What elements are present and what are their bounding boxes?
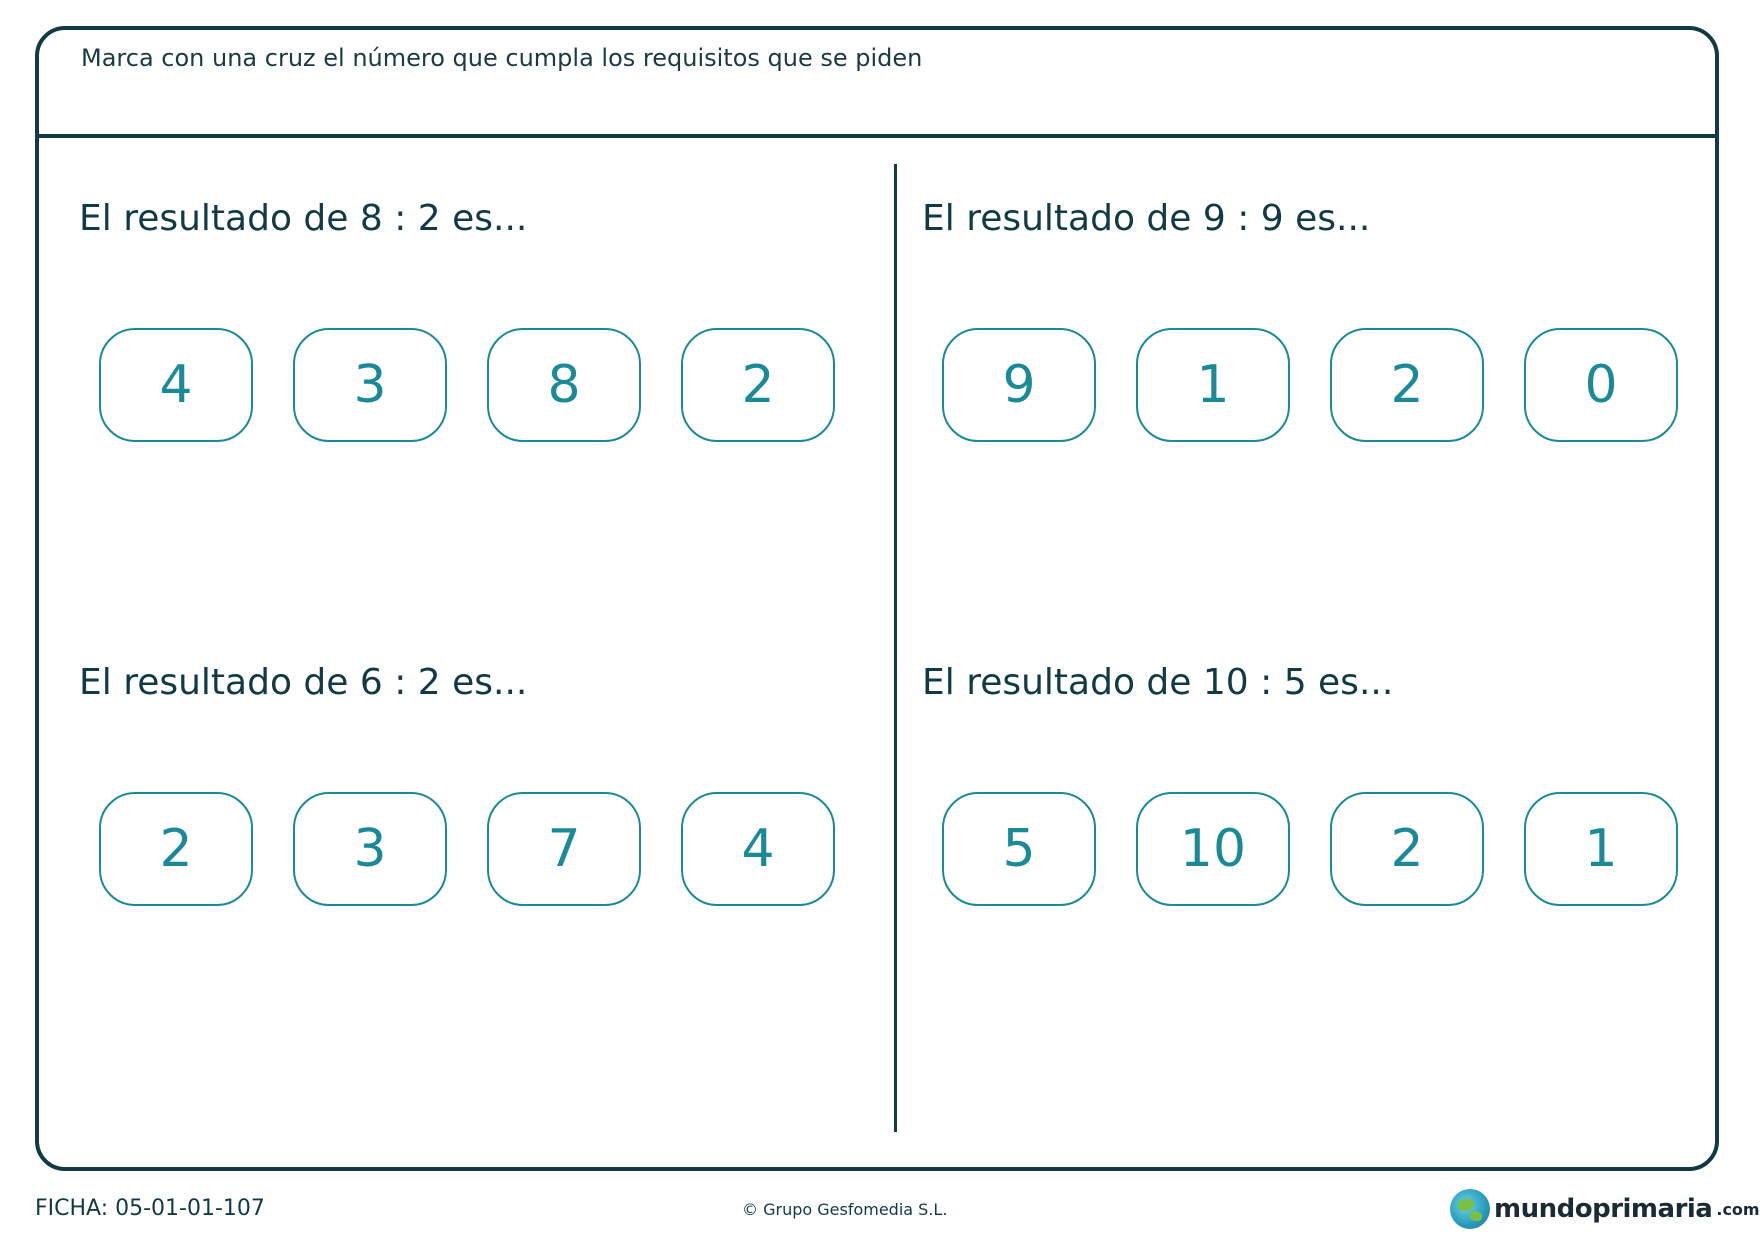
answer-options	[942, 792, 1678, 906]
answer-option[interactable]: 1	[1524, 792, 1678, 906]
answer-option[interactable]: 8	[487, 328, 641, 442]
question-text: El resultado de 9 : 9 es...	[922, 198, 1371, 239]
worksheet-code: FICHA: 05-01-01-107	[35, 1196, 265, 1221]
question-text: El resultado de 8 : 2 es...	[79, 198, 528, 239]
worksheet-frame	[35, 26, 1719, 1171]
answer-options	[99, 328, 835, 442]
copyright-text: © Grupo Gesfomedia S.L.	[742, 1200, 948, 1219]
globe-icon	[1450, 1189, 1490, 1229]
instruction-text: Marca con una cruz el número que cumpla los requisitos que se piden	[81, 44, 923, 72]
header-divider	[39, 134, 1715, 138]
column-divider	[894, 164, 897, 1132]
answer-option[interactable]: 0	[1524, 328, 1678, 442]
answer-option[interactable]: 5	[942, 792, 1096, 906]
question-text: El resultado de 10 : 5 es...	[922, 662, 1394, 703]
answer-options	[942, 328, 1678, 442]
answer-option[interactable]: 10	[1136, 792, 1290, 906]
answer-option[interactable]: 7	[487, 792, 641, 906]
question-text: El resultado de 6 : 2 es...	[79, 662, 528, 703]
brand-name: mundoprimaria	[1494, 1194, 1713, 1224]
answer-option[interactable]: 2	[99, 792, 253, 906]
brand-logo[interactable]	[1450, 1188, 1760, 1230]
answer-options	[99, 792, 835, 906]
answer-option[interactable]: 3	[293, 328, 447, 442]
answer-option[interactable]: 3	[293, 792, 447, 906]
answer-option[interactable]: 1	[1136, 328, 1290, 442]
answer-option[interactable]: 2	[681, 328, 835, 442]
answer-option[interactable]: 4	[99, 328, 253, 442]
brand-tld: .com	[1716, 1199, 1760, 1219]
answer-option[interactable]: 9	[942, 328, 1096, 442]
answer-option[interactable]: 2	[1330, 792, 1484, 906]
answer-option[interactable]: 4	[681, 792, 835, 906]
answer-option[interactable]: 2	[1330, 328, 1484, 442]
